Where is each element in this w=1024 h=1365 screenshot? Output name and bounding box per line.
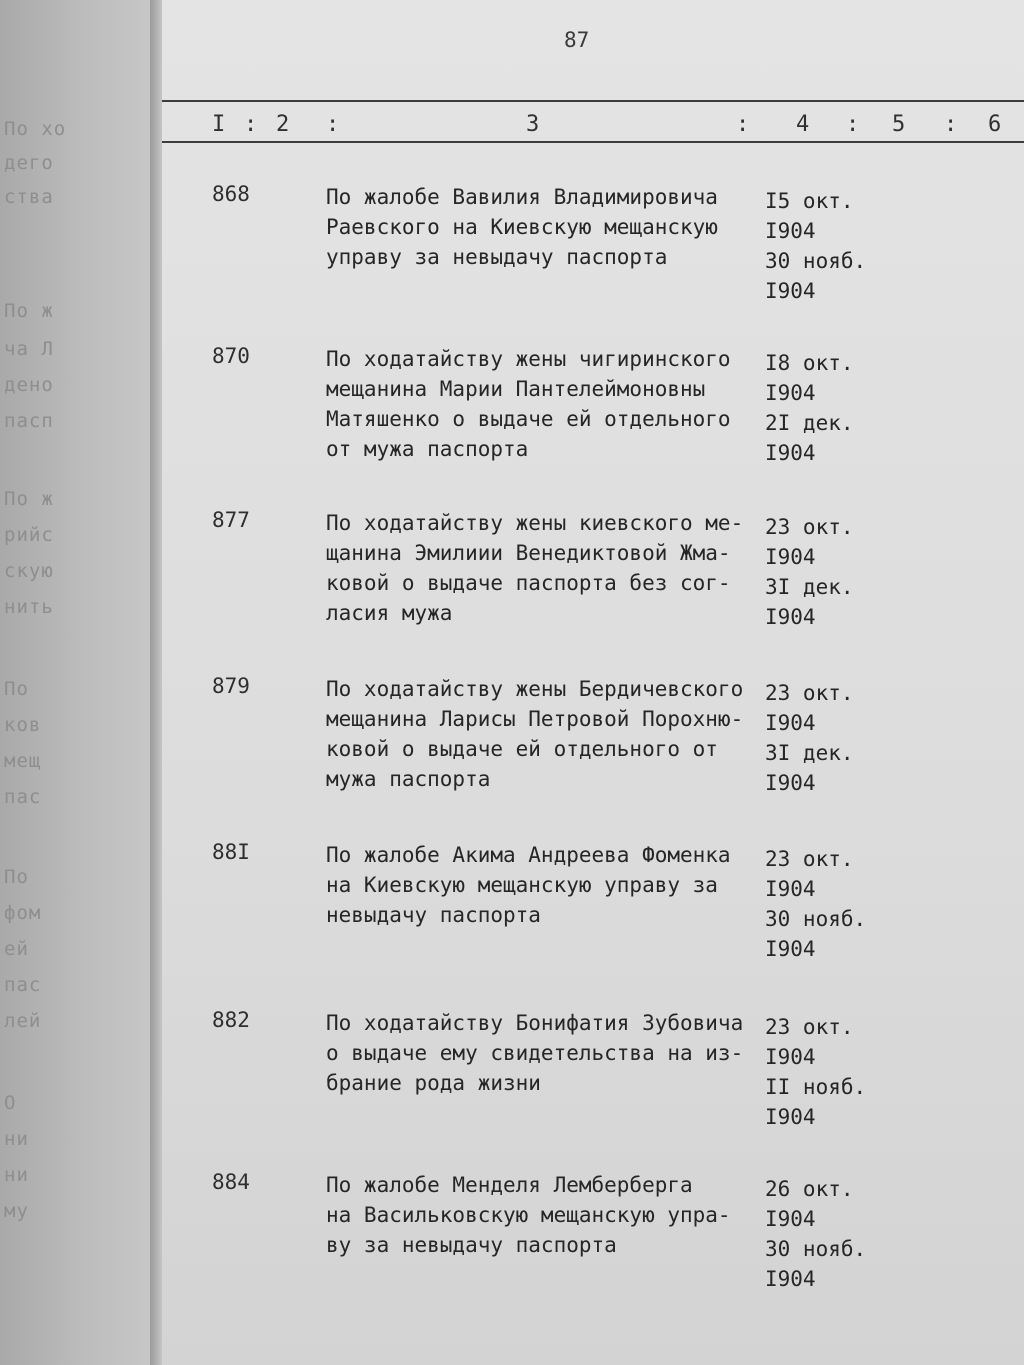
left-page-edge [0, 0, 160, 1365]
description-line: на Киевскую мещанскую управу за [326, 873, 718, 897]
start-year: I904 [765, 1207, 816, 1231]
left-page-fragment: ства [4, 186, 54, 208]
left-page-fragment: пасп [4, 410, 54, 432]
column-header-separator: : [244, 112, 258, 137]
case-description [326, 1008, 766, 1098]
description-line: на Васильковскую мещанскую упра- [326, 1203, 731, 1227]
case-dates [765, 348, 885, 468]
description-line: По ходатайству жены чигиринского [326, 347, 731, 371]
end-date: 30 нояб. [765, 1237, 867, 1261]
start-year: I904 [765, 1045, 816, 1069]
end-date: 2I дек. [765, 411, 854, 435]
left-page-fragment: скую [4, 560, 54, 582]
column-header-label: 4 [796, 112, 810, 137]
column-header-label: 6 [988, 112, 1002, 137]
left-page-fragment: О [4, 1092, 17, 1114]
case-number: 884 [212, 1170, 250, 1194]
left-page-fragment: ей [4, 938, 29, 960]
header-rule-bottom [162, 141, 1024, 143]
start-year: I904 [765, 877, 816, 901]
left-page-fragment: мещ [4, 750, 42, 772]
document-page [162, 0, 1024, 1365]
description-line: ласия мужа [326, 601, 453, 625]
left-page-fragment: ни [4, 1128, 29, 1150]
case-number: 877 [212, 508, 250, 532]
case-dates [765, 1174, 885, 1294]
column-header-separator: : [846, 112, 860, 137]
case-number: 88I [212, 840, 250, 864]
description-line: Раевского на Киевскую мещанскую [326, 215, 718, 239]
left-page-fragment: По ж [4, 300, 54, 322]
description-line: По жалобе Акима Андреева Фоменка [326, 843, 731, 867]
end-year: I904 [765, 279, 816, 303]
case-description [326, 182, 766, 272]
left-page-fragment: нить [4, 596, 54, 618]
end-date: 3I дек. [765, 741, 854, 765]
left-page-fragment: лей [4, 1010, 42, 1032]
page-number: 87 [564, 28, 590, 52]
description-line: невыдачу паспорта [326, 903, 541, 927]
description-line: По ходатайству жены киевского ме- [326, 511, 744, 535]
description-line: По жалобе Вавилия Владимировича [326, 185, 718, 209]
end-date: 30 нояб. [765, 907, 867, 931]
case-dates [765, 844, 885, 964]
column-header-label: 3 [526, 112, 540, 137]
start-year: I904 [765, 219, 816, 243]
column-header-label: I [212, 112, 226, 137]
end-year: I904 [765, 441, 816, 465]
start-year: I904 [765, 545, 816, 569]
start-date: 23 окт. [765, 681, 854, 705]
description-line: По ходатайству жены Бердичевского [326, 677, 744, 701]
end-date: II нояб. [765, 1075, 867, 1099]
left-page-fragment: рийс [4, 524, 54, 546]
column-header-label: 5 [892, 112, 906, 137]
description-line: брание рода жизни [326, 1071, 541, 1095]
description-line: ковой о выдаче ей отдельного от [326, 737, 718, 761]
description-line: управу за невыдачу паспорта [326, 245, 668, 269]
left-page-fragment: му [4, 1200, 29, 1222]
description-line: По жалобе Менделя Лемберберга [326, 1173, 693, 1197]
end-date: 30 нояб. [765, 249, 867, 273]
case-description [326, 1170, 766, 1260]
start-year: I904 [765, 711, 816, 735]
description-line: ву за невыдачу паспорта [326, 1233, 617, 1257]
left-page-fragment: По [4, 678, 29, 700]
left-page-fragment: дено [4, 374, 54, 396]
description-line: Матяшенко о выдаче ей отдельного [326, 407, 731, 431]
description-line: мещанина Ларисы Петровой Порохню- [326, 707, 744, 731]
start-date: 23 окт. [765, 1015, 854, 1039]
start-date: 23 окт. [765, 515, 854, 539]
left-page-fragment: По хо [4, 118, 67, 140]
description-line: По ходатайству Бонифатия Зубовича [326, 1011, 744, 1035]
description-line: о выдаче ему свидетельства на из- [326, 1041, 744, 1065]
description-line: ковой о выдаче паспорта без сог- [326, 571, 731, 595]
description-line: от мужа паспорта [326, 437, 529, 461]
left-page-fragment: ча Л [4, 338, 54, 360]
description-line: мещанина Марии Пантелеймоновны [326, 377, 706, 401]
case-description [326, 840, 766, 930]
left-page-fragment: По ж [4, 488, 54, 510]
end-year: I904 [765, 1105, 816, 1129]
case-number: 870 [212, 344, 250, 368]
case-number: 879 [212, 674, 250, 698]
end-date: 3I дек. [765, 575, 854, 599]
left-page-fragment: пас [4, 974, 42, 996]
end-year: I904 [765, 937, 816, 961]
case-description [326, 344, 766, 464]
end-year: I904 [765, 1267, 816, 1291]
column-header-separator: : [736, 112, 750, 137]
header-rule-top [162, 100, 1024, 102]
case-description [326, 508, 766, 628]
case-dates [765, 678, 885, 798]
end-year: I904 [765, 605, 816, 629]
case-number: 882 [212, 1008, 250, 1032]
description-line: мужа паспорта [326, 767, 491, 791]
left-page-fragment: фом [4, 902, 42, 924]
end-year: I904 [765, 771, 816, 795]
description-line: щанина Эмилиии Венедиктовой Жма- [326, 541, 731, 565]
case-dates [765, 186, 885, 306]
column-header-label: 2 [276, 112, 290, 137]
left-page-fragment: пас [4, 786, 42, 808]
start-date: 26 окт. [765, 1177, 854, 1201]
column-header-separator: : [326, 112, 340, 137]
case-description [326, 674, 766, 794]
start-date: I8 окт. [765, 351, 854, 375]
start-date: I5 окт. [765, 189, 854, 213]
case-dates [765, 1012, 885, 1132]
left-page-fragment: дего [4, 152, 54, 174]
start-date: 23 окт. [765, 847, 854, 871]
column-header-separator: : [944, 112, 958, 137]
start-year: I904 [765, 381, 816, 405]
case-dates [765, 512, 885, 632]
left-page-fragment: По [4, 866, 29, 888]
case-number: 868 [212, 182, 250, 206]
left-page-fragment: ков [4, 714, 42, 736]
left-page-fragment: ни [4, 1164, 29, 1186]
